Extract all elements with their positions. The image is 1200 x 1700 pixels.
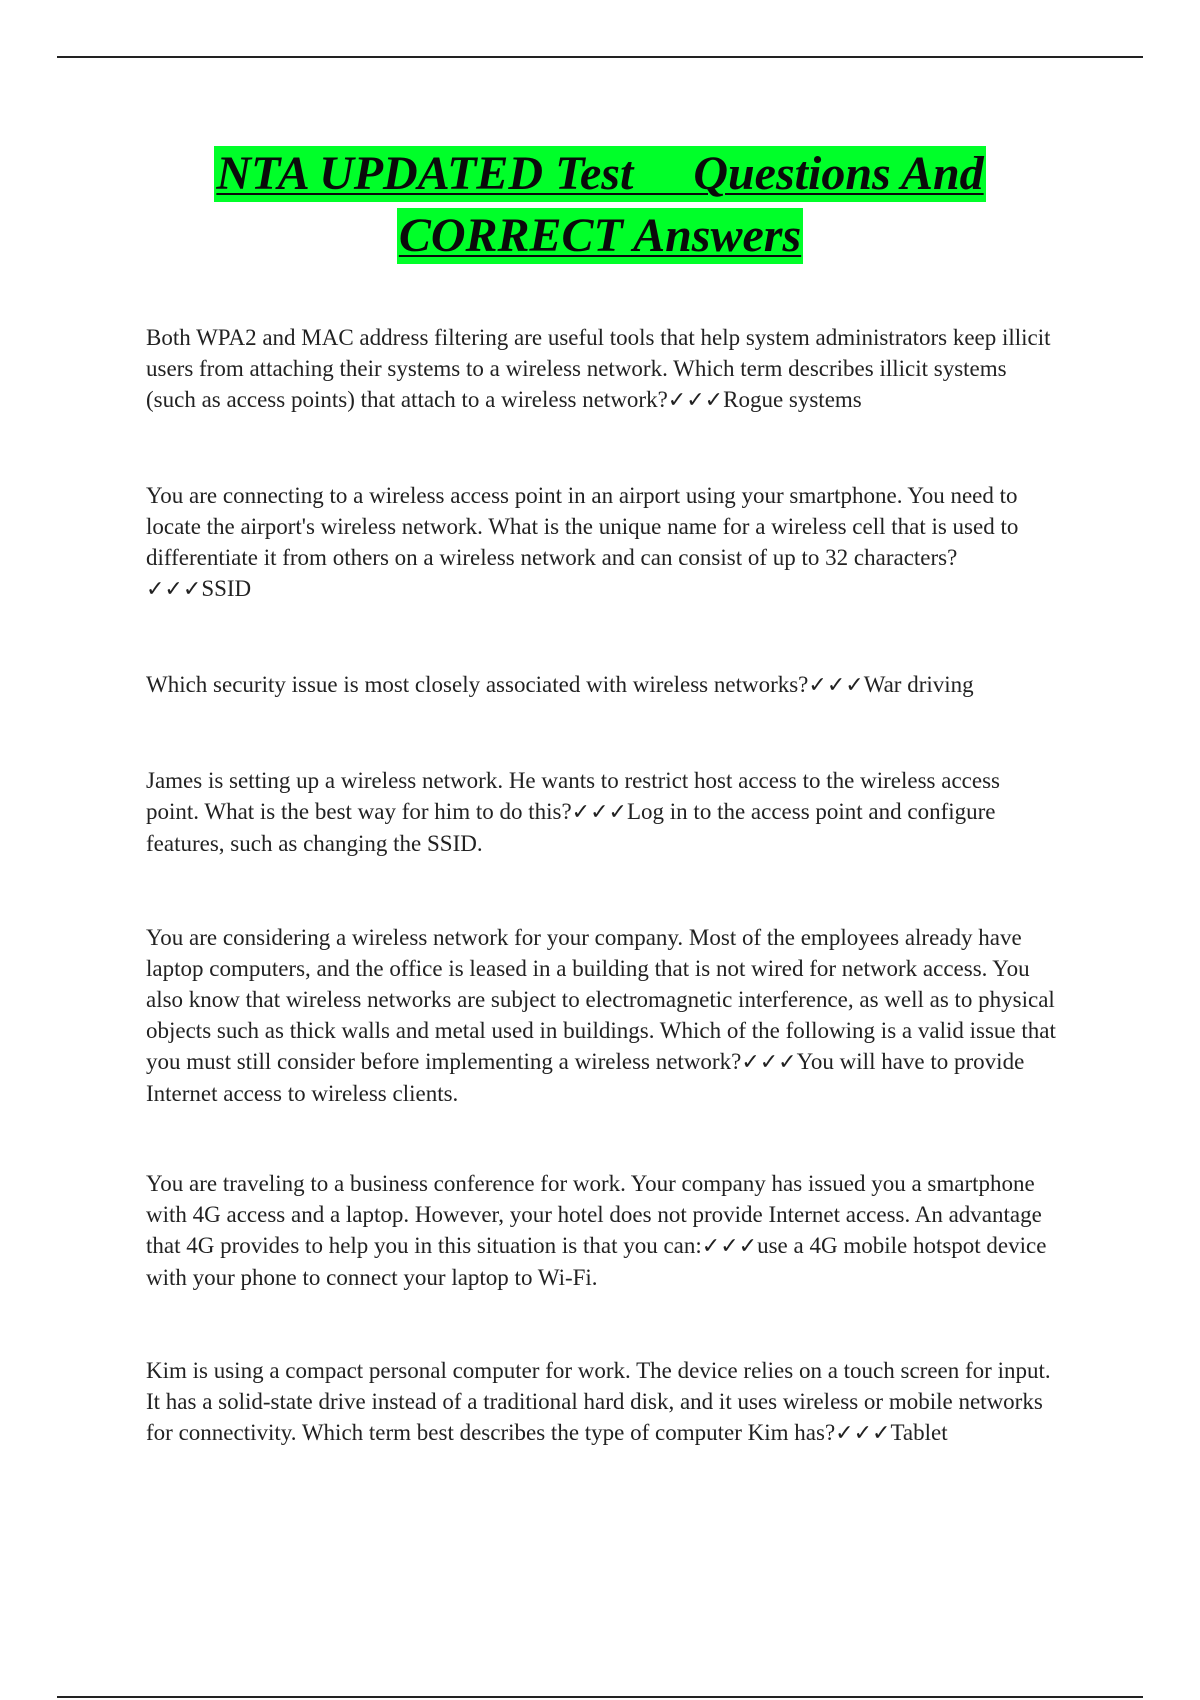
bottom-rule <box>57 1696 1143 1698</box>
answer-text: use a 4G mobile hotspot device with your phone to connect your laptop to Wi-Fi. <box>146 1233 1047 1290</box>
qa-item <box>146 765 1056 859</box>
title-text-1: NTA UPDATED Test Questions And <box>216 147 984 200</box>
answer-text: War driving <box>863 672 974 697</box>
check-marks: ✓✓✓ <box>571 800 627 825</box>
answer-text: Log in to the access point and configure features, such as changing the SSID. <box>146 799 996 856</box>
qa-item <box>146 480 1056 605</box>
check-marks: ✓✓✓ <box>835 1421 891 1446</box>
question-text: Kim is using a compact personal computer for work. The device relies on a touch screen for input. It has a solid-state drive instead of a traditional hard disk, and it uses wireless or mobile networks for connectivity. Which term best describes the type of computer Kim has? <box>146 1358 1051 1445</box>
question-text: You are considering a wireless network for your company. Most of the employees already have laptop computers, and the office is leased in a building that is not wired for network access. You also know that wireless networks are subject to electromagnetic interference, as well as to physical objects such as thick walls and metal used in buildings. Which of the following is a valid issue that you must still consider before implementing a wireless network? <box>146 925 1056 1074</box>
qa-item <box>146 669 1056 701</box>
title-text-2: CORRECT Answers <box>398 209 802 262</box>
qa-item <box>146 1168 1056 1293</box>
question-text: You are traveling to a business conference for work. Your company has issued you a smartphone with 4G access and a laptop. However, your hotel does not provide Internet access. An advantage that 4G provides to help you in this situation is that you can: <box>146 1171 1042 1258</box>
title-line-1 <box>0 146 1200 208</box>
qa-item <box>146 322 1056 416</box>
check-marks: ✓✓✓ <box>701 1234 758 1259</box>
check-marks: ✓✓✓ <box>808 673 864 698</box>
answer-text: Tablet <box>890 1420 948 1445</box>
top-rule <box>57 56 1143 58</box>
question-text: Both WPA2 and MAC address filtering are useful tools that help system administrators keep illicit users from attaching their systems to a wireless network. Which term describes illicit systems (such as access points) that attach to a wireless network? <box>146 325 1051 412</box>
question-text: James is setting up a wireless network. He wants to restrict host access to the wireless access point. What is the best way for him to do this? <box>146 768 1000 824</box>
question-text: You are connecting to a wireless access point in an airport using your smartphone. You need to locate the airport's wireless network. What is the unique name for a wireless cell that is used to differentiate it from others on a wireless network and can consist of up to 32 characters? <box>146 483 1019 570</box>
title-line-2 <box>0 208 1200 270</box>
qa-item <box>146 922 1056 1109</box>
check-marks: ✓✓✓ <box>667 388 724 413</box>
check-marks: ✓✓✓ <box>146 577 202 602</box>
qa-item <box>146 1355 1056 1449</box>
answer-text: You will have to provide Internet access to wireless clients. <box>146 1049 1025 1106</box>
answer-text: SSID <box>201 576 252 601</box>
question-text: Which security issue is most closely associated with wireless networks? <box>146 672 809 697</box>
check-marks: ✓✓✓ <box>741 1050 797 1075</box>
page-title <box>0 146 1200 270</box>
answer-text: Rogue systems <box>723 387 862 412</box>
